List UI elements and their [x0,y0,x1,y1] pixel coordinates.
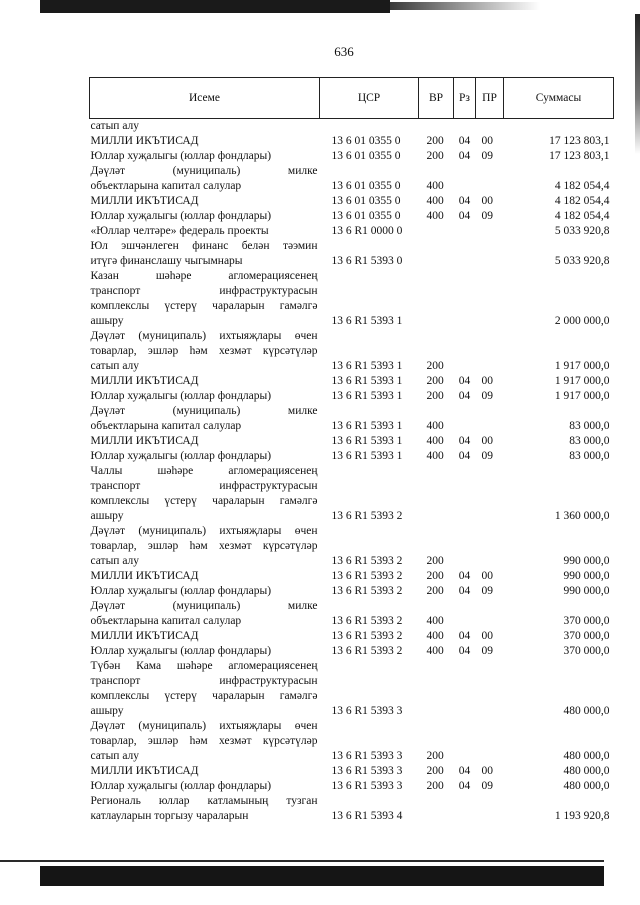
row-sum [504,119,614,135]
row-name-line: сатып алу [90,750,140,762]
row-name-line: МИЛЛИ ИКЪТИСАД [90,765,199,777]
row-pr [476,224,504,239]
row-name [90,644,320,659]
row-name-line: итүгә финанслашу чыгымнары [90,255,243,267]
row-pr: 00 [481,765,493,777]
row-csr: 13 6 R1 5393 4 [331,810,403,822]
row-vr: 400 [426,645,444,657]
row-csr: 13 6 R1 5393 3 [331,780,403,792]
table-row [90,794,614,824]
row-csr: 13 6 R1 5393 1 [331,360,403,372]
row-pr [476,329,504,374]
row-name [90,134,320,149]
row-sum: 990 000,0 [563,570,610,582]
row-name-line: МИЛЛИ ИКЪТИСАД [90,135,199,147]
row-name-line: транспорт инфраструктурасын [90,285,318,297]
row-csr: 13 6 R1 5393 3 [331,705,403,717]
table-row [90,119,614,135]
row-name [90,119,320,135]
header-row [90,78,614,119]
table-row [90,629,614,644]
row-vr: 200 [426,765,444,777]
row-sum: 370 000,0 [563,645,610,657]
row-sum: 480 000,0 [563,705,610,717]
row-sum: 480 000,0 [563,750,610,762]
row-csr: 13 6 R1 5393 3 [331,765,403,777]
row-sum: 370 000,0 [563,615,610,627]
row-vr [419,224,454,239]
row-name-line: Дәүләт (муниципаль) милке [90,405,318,417]
row-sum: 83 000,0 [569,420,610,432]
row-rz: 04 [458,780,471,792]
row-sum: 1 193 920,8 [554,810,610,822]
row-pr [476,794,504,824]
row-pr: 09 [481,645,493,657]
scan-artifact-bottom-line [0,860,604,862]
row-sum: 370 000,0 [563,630,610,642]
row-rz: 04 [458,585,471,597]
row-pr: 09 [481,150,493,162]
row-vr [419,659,454,719]
row-vr: 400 [426,435,444,447]
row-name-line: Юллар хуҗалыгы (юллар фондлары) [90,450,272,462]
row-pr [476,164,504,194]
row-pr: 09 [481,450,493,462]
row-sum: 480 000,0 [563,765,610,777]
row-name-line: Юллар хуҗалыгы (юллар фондлары) [90,150,272,162]
row-pr [476,269,504,329]
header-name: Исеме [90,78,320,119]
row-rz: 04 [458,435,471,447]
row-name-line: Юл эшчәнлеген финанс белән тәэмин [90,240,318,252]
row-name-line: сатып алу [90,120,140,132]
row-rz [454,794,476,824]
table-row [90,524,614,569]
row-name-line: ашыру [90,705,124,717]
row-pr: 09 [481,390,493,402]
row-vr [419,794,454,824]
row-name-line: Юллар хуҗалыгы (юллар фондлары) [90,390,272,402]
table-row [90,449,614,464]
row-rz [454,329,476,374]
table-row [90,779,614,794]
row-pr [476,719,504,764]
row-name-line: Дәүләт (муниципаль) милке [90,165,318,177]
row-name-line: Казан шәһәре агломерациясенең [90,270,318,282]
row-pr: 09 [481,780,493,792]
table-row [90,194,614,209]
row-name [90,764,320,779]
row-rz: 04 [458,195,471,207]
row-csr: 13 6 R1 5393 2 [331,615,403,627]
row-name-line: товарлар, эшләр һәм хезмәт күрсәтүләр [90,735,318,747]
row-vr: 200 [426,135,444,147]
row-name [90,329,320,374]
row-rz: 04 [458,570,471,582]
row-sum: 17 123 803,1 [549,135,610,147]
row-rz: 04 [458,375,471,387]
row-csr: 13 6 01 0355 0 [331,135,401,147]
table-row [90,239,614,269]
row-vr: 200 [426,360,444,372]
row-csr: 13 6 01 0355 0 [331,210,401,222]
scan-artifact-bottom-bar [40,866,604,886]
row-name-line: Чаллы шәһәре агломерациясенең [90,465,318,477]
row-name-line: ашыру [90,315,124,327]
row-name-line: Региональ юллар катламының тузган [90,795,318,807]
row-pr: 00 [481,375,493,387]
row-rz [454,269,476,329]
row-csr: 13 6 R1 5393 2 [331,555,403,567]
row-name [90,224,320,239]
row-rz: 04 [458,450,471,462]
row-pr [476,659,504,719]
row-name-line: объектларына капитал салулар [90,180,242,192]
row-csr: 13 6 01 0355 0 [331,180,401,192]
row-sum: 1 360 000,0 [554,510,610,522]
header-pr: ПР [476,78,504,119]
table-row [90,584,614,599]
header-sum: Суммасы [504,78,614,119]
row-name-line: объектларына капитал салулар [90,615,242,627]
row-vr: 400 [426,195,444,207]
row-vr: 200 [426,585,444,597]
row-vr: 400 [426,450,444,462]
row-name-line: Дәүләт (муниципаль) ихтыяҗлары өчен [90,330,318,342]
row-name-line: Юллар хуҗалыгы (юллар фондлары) [90,210,272,222]
row-sum: 1 917 000,0 [554,360,610,372]
row-name-line: Түбән Кама шәһәре агломерациясенең [90,660,318,672]
row-rz [454,659,476,719]
row-vr: 200 [426,375,444,387]
row-csr: 13 6 R1 5393 1 [331,450,403,462]
table-row [90,464,614,524]
table-row [90,149,614,164]
row-sum: 4 182 054,4 [554,180,610,192]
row-name [90,404,320,434]
row-csr: 13 6 R1 5393 2 [331,510,403,522]
row-name [90,464,320,524]
row-name-line: комплекслы үстерү чараларын гамәлгә [90,690,318,702]
row-vr: 200 [426,150,444,162]
table-row [90,719,614,764]
row-csr [320,119,419,135]
row-csr: 13 6 R1 5393 2 [331,630,403,642]
table-row [90,389,614,404]
row-rz [454,239,476,269]
row-name-line: МИЛЛИ ИКЪТИСАД [90,195,199,207]
row-name [90,194,320,209]
row-name [90,524,320,569]
row-rz: 04 [458,390,471,402]
table-row [90,599,614,629]
row-name-line: сатып алу [90,360,140,372]
row-pr: 00 [481,630,493,642]
row-sum: 17 123 803,1 [549,150,610,162]
row-vr [419,269,454,329]
row-name-line: транспорт инфраструктурасын [90,675,318,687]
table-body [90,119,614,825]
row-name [90,374,320,389]
row-rz [454,224,476,239]
row-name-line: «Юллар челтәре» федераль проекты [90,225,269,237]
row-pr: 09 [481,585,493,597]
row-sum: 83 000,0 [569,435,610,447]
row-vr [419,239,454,269]
table-row [90,224,614,239]
row-name [90,599,320,629]
row-name-line: Дәүләт (муниципаль) милке [90,600,318,612]
row-rz [454,164,476,194]
row-vr: 400 [426,420,444,432]
budget-table [89,77,614,824]
row-name [90,629,320,644]
row-vr: 400 [426,615,444,627]
header-vr: ВР [419,78,454,119]
table-row [90,209,614,224]
row-name-line: Юллар хуҗалыгы (юллар фондлары) [90,585,272,597]
row-sum: 2 000 000,0 [554,315,610,327]
scan-artifact-top-bar [40,0,390,13]
scan-artifact-right-edge [635,14,640,154]
header-csr: ЦСР [320,78,419,119]
row-csr: 13 6 R1 5393 0 [331,255,403,267]
table-row [90,569,614,584]
row-sum: 5 033 920,8 [554,225,610,237]
row-rz [454,524,476,569]
row-csr: 13 6 R1 5393 2 [331,645,403,657]
row-pr [476,239,504,269]
row-pr: 09 [481,210,493,222]
table-row [90,404,614,434]
table-row [90,434,614,449]
row-pr [476,464,504,524]
row-sum: 1 917 000,0 [554,390,610,402]
row-name-line: комплекслы үстерү чараларын гамәлгә [90,300,318,312]
row-csr: 13 6 R1 5393 1 [331,435,403,447]
row-sum: 480 000,0 [563,780,610,792]
row-name [90,659,320,719]
row-pr [476,599,504,629]
row-name [90,434,320,449]
row-name-line: транспорт инфраструктурасын [90,480,318,492]
row-name [90,449,320,464]
row-vr: 400 [426,630,444,642]
row-pr: 00 [481,435,493,447]
row-name [90,584,320,599]
row-vr: 400 [426,180,444,192]
row-csr: 13 6 R1 5393 1 [331,420,403,432]
row-name-line: Юллар хуҗалыгы (юллар фондлары) [90,645,272,657]
row-rz [454,599,476,629]
header-rz: Рз [454,78,476,119]
row-csr: 13 6 R1 5393 3 [331,750,403,762]
row-csr: 13 6 R1 5393 1 [331,375,403,387]
row-csr: 13 6 R1 0000 0 [331,225,403,237]
row-sum: 990 000,0 [563,555,610,567]
row-vr: 400 [426,210,444,222]
row-csr: 13 6 R1 5393 2 [331,585,403,597]
table-header [90,78,614,119]
row-csr: 13 6 R1 5393 1 [331,315,403,327]
row-sum: 5 033 920,8 [554,255,610,267]
row-name-line: МИЛЛИ ИКЪТИСАД [90,570,199,582]
row-csr: 13 6 R1 5393 1 [331,390,403,402]
row-rz [454,719,476,764]
table-row [90,269,614,329]
row-sum: 1 917 000,0 [554,375,610,387]
row-vr: 200 [426,750,444,762]
row-name [90,719,320,764]
table-row [90,644,614,659]
row-sum: 4 182 054,4 [554,195,610,207]
row-pr: 00 [481,135,493,147]
row-pr: 00 [481,570,493,582]
table-row [90,164,614,194]
table-row [90,134,614,149]
row-sum: 4 182 054,4 [554,210,610,222]
row-name-line: товарлар, эшләр һәм хезмәт күрсәтүләр [90,345,318,357]
row-name [90,794,320,824]
row-csr: 13 6 01 0355 0 [331,150,401,162]
row-name [90,149,320,164]
scan-artifact-top-fade [390,2,540,10]
row-rz: 04 [458,135,471,147]
row-rz: 04 [458,210,471,222]
row-vr: 200 [426,390,444,402]
row-name-line: Дәүләт (муниципаль) ихтыяҗлары өчен [90,525,318,537]
row-csr: 13 6 01 0355 0 [331,195,401,207]
row-name [90,164,320,194]
row-name-line: ашыру [90,510,124,522]
row-name-line: катлауларын торгызу чараларын [90,810,249,822]
row-name [90,269,320,329]
table-row [90,764,614,779]
row-rz [454,404,476,434]
table-row [90,659,614,719]
row-pr [476,524,504,569]
row-rz: 04 [458,765,471,777]
row-vr: 200 [426,570,444,582]
row-vr: 200 [426,780,444,792]
page-number: 636 [334,44,354,59]
row-csr: 13 6 R1 5393 2 [331,570,403,582]
row-name-line: МИЛЛИ ИКЪТИСАД [90,630,199,642]
row-pr [476,404,504,434]
row-vr [419,119,454,135]
row-name-line: Дәүләт (муниципаль) ихтыяҗлары өчен [90,720,318,732]
row-name [90,239,320,269]
row-rz: 04 [458,150,471,162]
row-name-line: Юллар хуҗалыгы (юллар фондлары) [90,780,272,792]
row-name [90,569,320,584]
row-name [90,389,320,404]
row-name-line: МИЛЛИ ИКЪТИСАД [90,375,199,387]
row-vr [419,464,454,524]
row-name-line: МИЛЛИ ИКЪТИСАД [90,435,199,447]
row-rz [454,119,476,135]
table-row [90,374,614,389]
row-rz [454,464,476,524]
row-pr: 00 [481,195,493,207]
row-sum: 990 000,0 [563,585,610,597]
row-rz: 04 [458,630,471,642]
row-name-line: объектларына капитал салулар [90,420,242,432]
row-rz: 04 [458,645,471,657]
row-vr: 200 [426,555,444,567]
row-name-line: сатып алу [90,555,140,567]
row-name-line: товарлар, эшләр һәм хезмәт күрсәтүләр [90,540,318,552]
table-row [90,329,614,374]
row-sum: 83 000,0 [569,450,610,462]
row-name [90,779,320,794]
row-name [90,209,320,224]
row-name-line: комплекслы үстерү чараларын гамәлгә [90,495,318,507]
row-pr [476,119,504,135]
